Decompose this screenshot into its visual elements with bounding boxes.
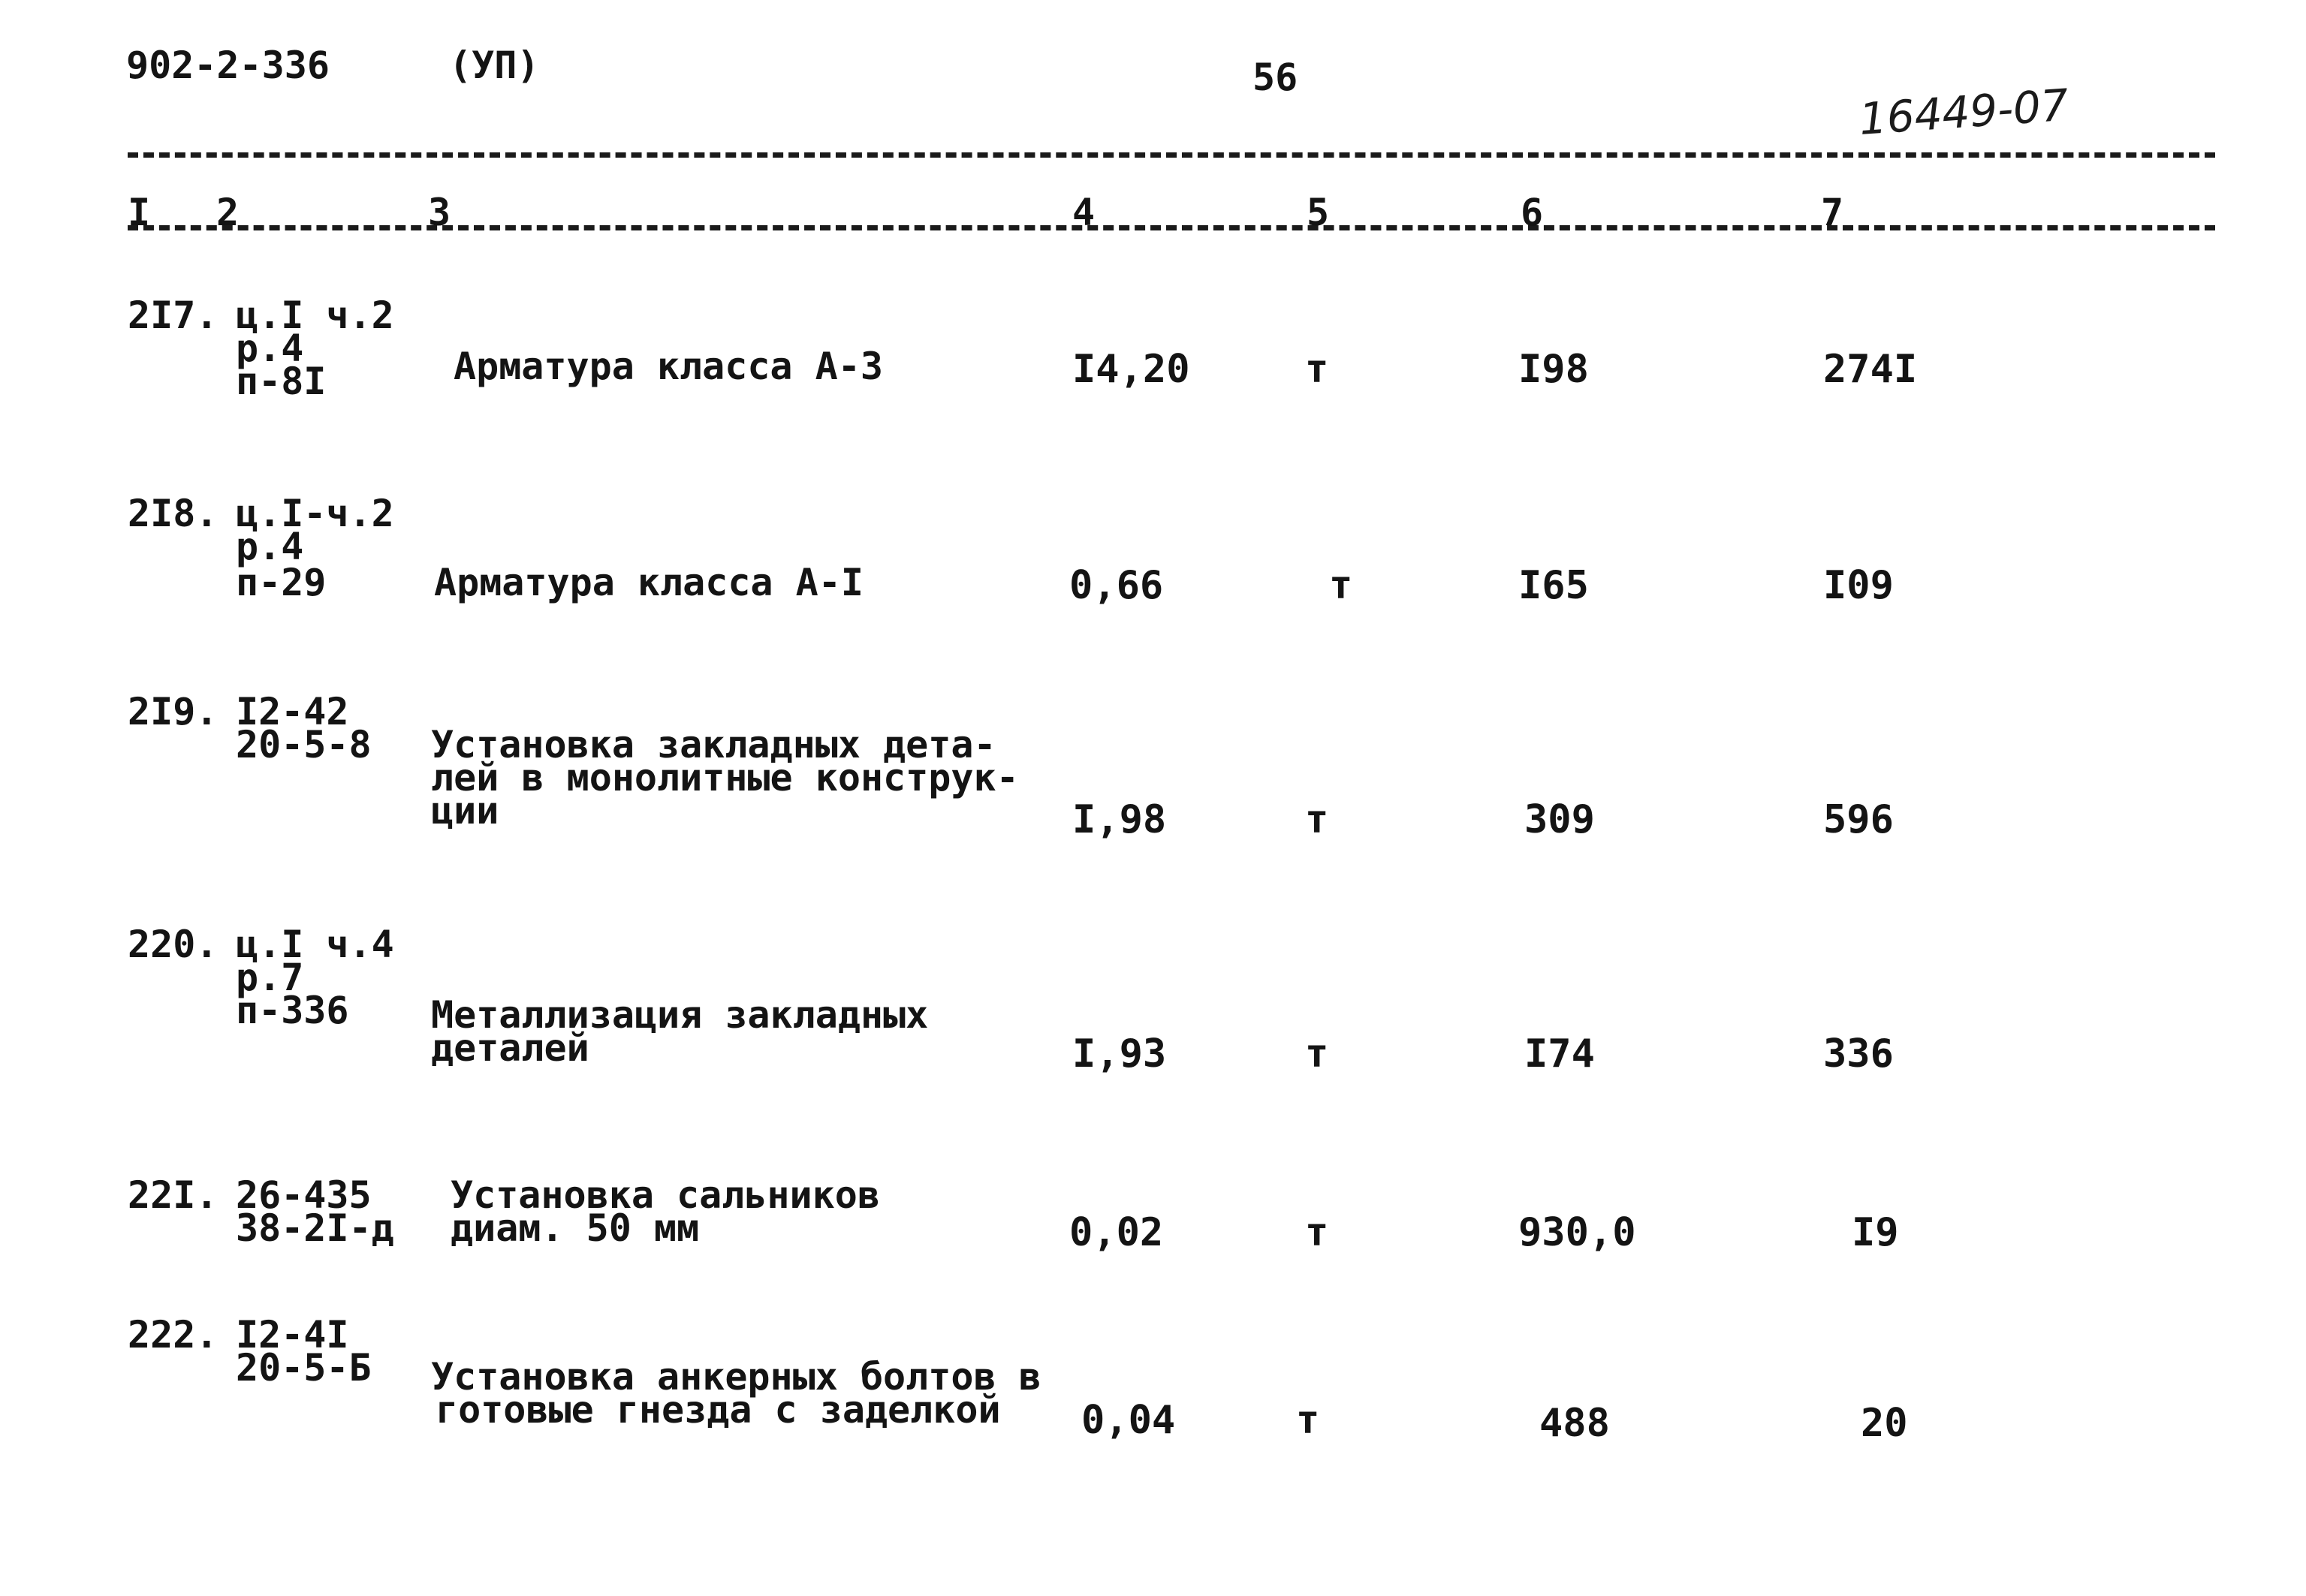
unit-price: I65 — [1518, 563, 1589, 608]
unit: т — [1329, 563, 1353, 608]
reference-line: I2-4I — [236, 1313, 349, 1357]
unit: т — [1305, 347, 1329, 392]
reference-line: п-29 — [236, 561, 327, 604]
quantity: I,98 — [1072, 797, 1167, 842]
item-description: готовые гнезда с заделкой — [436, 1388, 1001, 1432]
column-number-1: I — [128, 191, 151, 234]
item-description: Арматура класса А-I — [434, 561, 864, 604]
reference-line: 20-5-Б — [236, 1346, 372, 1390]
column-number-7: 7 — [1821, 191, 1844, 234]
total-cost: 596 — [1823, 797, 1894, 842]
row-number: 22I. — [128, 1173, 219, 1217]
unit: т — [1305, 1210, 1329, 1255]
quantity: 0,02 — [1069, 1210, 1164, 1255]
page-number: 56 — [1252, 56, 1298, 99]
row-number: 2I9. — [128, 690, 219, 733]
unit-price: I74 — [1524, 1031, 1595, 1077]
item-description: ции — [431, 789, 499, 833]
quantity: I4,20 — [1072, 347, 1190, 392]
reference-line: р.4 — [236, 327, 304, 370]
item-description: Металлизация закладных — [431, 993, 929, 1037]
quantity: 0,66 — [1069, 563, 1164, 608]
total-cost: I9 — [1852, 1210, 1899, 1255]
reference-line: 26-435 — [236, 1173, 372, 1217]
item-description: диам. 50 мм — [451, 1206, 700, 1250]
item-description: Установка сальников — [451, 1173, 880, 1217]
column-number-4: 4 — [1072, 191, 1096, 234]
column-number-5: 5 — [1307, 191, 1330, 234]
reference-line: ц.I ч.4 — [236, 923, 394, 966]
unit-price: I98 — [1518, 347, 1589, 392]
reference-line: ц.I ч.2 — [236, 294, 394, 337]
unit: т — [1305, 797, 1329, 842]
reference-line: р.7 — [236, 956, 304, 999]
item-description: деталей — [431, 1026, 589, 1070]
row-number: 2I7. — [128, 294, 219, 337]
column-number-2: 2 — [216, 191, 240, 234]
quantity: 0,04 — [1081, 1398, 1176, 1443]
unit-price: 930,0 — [1518, 1210, 1636, 1255]
archive-stamp: 16449-07 — [1857, 79, 2070, 145]
item-description: Установка закладных дета- — [431, 723, 996, 766]
reference-line: 20-5-8 — [236, 723, 372, 766]
total-cost: 20 — [1861, 1401, 1908, 1446]
reference-line: 38-2I-д — [236, 1206, 394, 1250]
column-number-6: 6 — [1521, 191, 1544, 234]
unit-price: 488 — [1539, 1401, 1610, 1446]
quantity: I,93 — [1072, 1031, 1167, 1077]
document-mark: (УП) — [449, 44, 540, 87]
reference-line: ц.I-ч.2 — [236, 492, 394, 535]
reference-line: I2-42 — [236, 690, 349, 733]
total-cost: 274I — [1823, 347, 1918, 392]
row-number: 2I8. — [128, 492, 219, 535]
row-number: 220. — [128, 923, 219, 966]
row-number: 222. — [128, 1313, 219, 1357]
top-dashed-rule — [128, 152, 2215, 158]
unit: т — [1296, 1398, 1320, 1443]
total-cost: 336 — [1823, 1031, 1894, 1077]
document-code: 902-2-336 — [126, 44, 330, 87]
item-description: лей в монолитные конструк- — [431, 756, 1019, 800]
reference-line: р.4 — [236, 525, 304, 568]
reference-line: п-336 — [236, 989, 349, 1032]
item-description: Установка анкерных болтов в — [431, 1355, 1041, 1399]
unit-price: 309 — [1524, 797, 1595, 842]
reference-line: п-8I — [236, 360, 327, 403]
item-description: Арматура класса А-3 — [454, 345, 883, 388]
column-number-3: 3 — [428, 191, 451, 234]
total-cost: I09 — [1823, 563, 1894, 608]
unit: т — [1305, 1031, 1329, 1077]
